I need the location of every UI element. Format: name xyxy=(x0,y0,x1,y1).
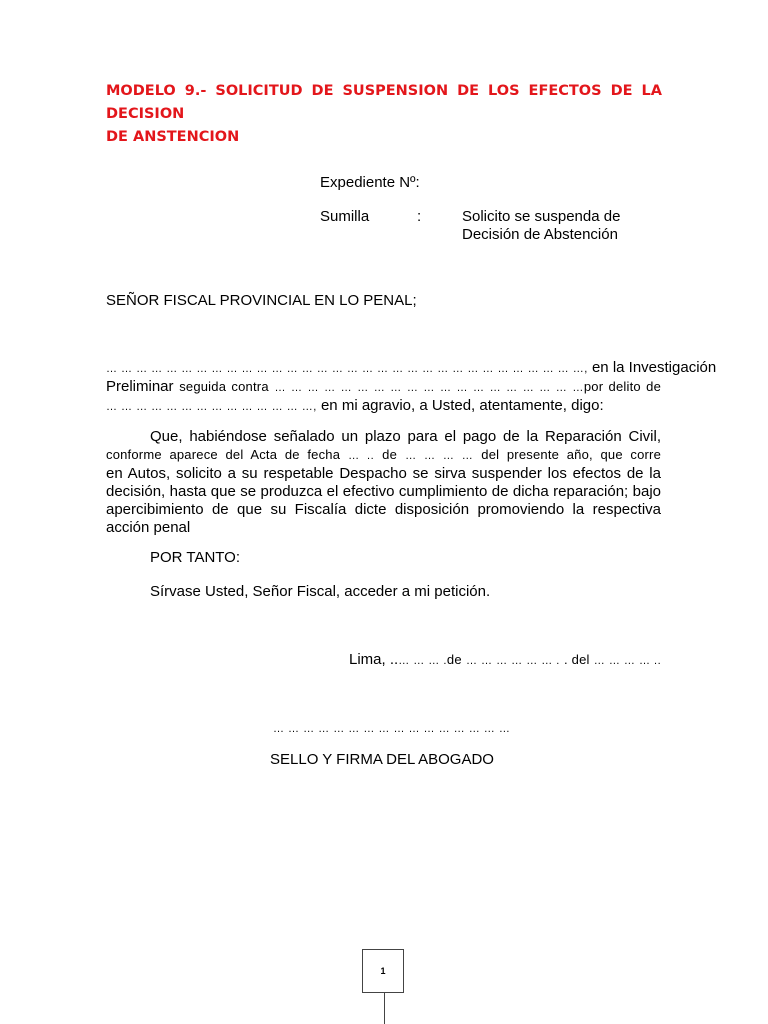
page-number-connector xyxy=(384,993,385,1024)
body-text: de xyxy=(382,447,398,462)
intro-line-1 xyxy=(106,359,717,378)
sumilla-colon: : xyxy=(417,208,422,225)
sumilla-label: Sumilla xyxy=(320,208,370,225)
signature-line: … … … … … … … … … … … … … … … … xyxy=(273,723,511,735)
intro-line-2 xyxy=(106,378,661,397)
blank-dots: … … … … … … . xyxy=(465,655,560,667)
blank-dots: … … … … xyxy=(405,450,474,462)
blank-dots: … … … … … … … … … … … … … …, xyxy=(106,401,317,413)
body-line-3: en Autos, solicito a su respetable Despacho se sirva suspender los efectos de la xyxy=(106,465,661,482)
sumilla-text-line-1: Solicito se suspenda de xyxy=(462,208,621,225)
expediente-label: Expediente Nº: xyxy=(320,174,420,191)
place-date-line xyxy=(349,651,661,670)
blank-dots: … … … … … … … … … … … … … … … … … … … xyxy=(274,382,584,394)
blank-dots: … .. xyxy=(348,450,375,462)
body-line-6: acción penal xyxy=(106,519,191,536)
page-number-box xyxy=(362,949,404,993)
addressee: SEÑOR FISCAL PROVINCIAL EN LO PENAL; xyxy=(106,292,417,309)
request-text: Sírvase Usted, Señor Fiscal, acceder a mi petición. xyxy=(150,583,491,600)
por-tanto: POR TANTO: xyxy=(150,549,241,566)
intro-text: por delito de xyxy=(583,379,661,394)
body-text: del presente año, que corre xyxy=(481,447,662,462)
body-paragraph xyxy=(106,428,661,537)
title-line-1: MODELO 9.- SOLICITUD DE SUSPENSION DE LOS EFECTOS DE LA DECISION xyxy=(106,83,662,122)
intro-text: en mi agravio, a Usted, atentamente, digo: xyxy=(320,397,604,414)
intro-text: Preliminar xyxy=(106,378,174,395)
intro-text: en la Investigación xyxy=(591,359,717,376)
body-line-5: apercibimiento de que su Fiscalía dicte disposición promoviendo la respectiva xyxy=(106,501,661,518)
intro-line-3 xyxy=(106,397,661,416)
signature-label: SELLO Y FIRMA DEL ABOGADO xyxy=(270,751,494,768)
document-title xyxy=(106,80,662,149)
blank-dots: … … … … … … … … … … … … … … … … … … … … … … … … … … … … … … … …, xyxy=(106,363,588,375)
sumilla-text-line-2: Decisión de Abstención xyxy=(462,226,618,243)
city: Lima, .. xyxy=(349,651,399,668)
title-line-2: DE ANSTENCION xyxy=(106,129,240,145)
blank-dots: … … … … .. xyxy=(593,655,662,667)
intro-paragraph xyxy=(106,359,717,416)
intro-text: seguida contra xyxy=(179,379,269,394)
date-text: . del xyxy=(564,652,590,667)
body-line-2 xyxy=(106,446,661,465)
page-number: 1 xyxy=(380,966,386,976)
date-text: de xyxy=(446,652,462,667)
body-text: conforme aparece del Acta de fecha xyxy=(106,447,341,462)
body-line-4: decisión, hasta que se produzca el efectivo cumplimiento de dicha reparación; bajo xyxy=(106,483,661,500)
body-line-1: Que, habiéndose señalado un plazo para el pago de la Reparación Civil, xyxy=(150,428,661,445)
blank-dots: … … … . xyxy=(398,655,447,667)
